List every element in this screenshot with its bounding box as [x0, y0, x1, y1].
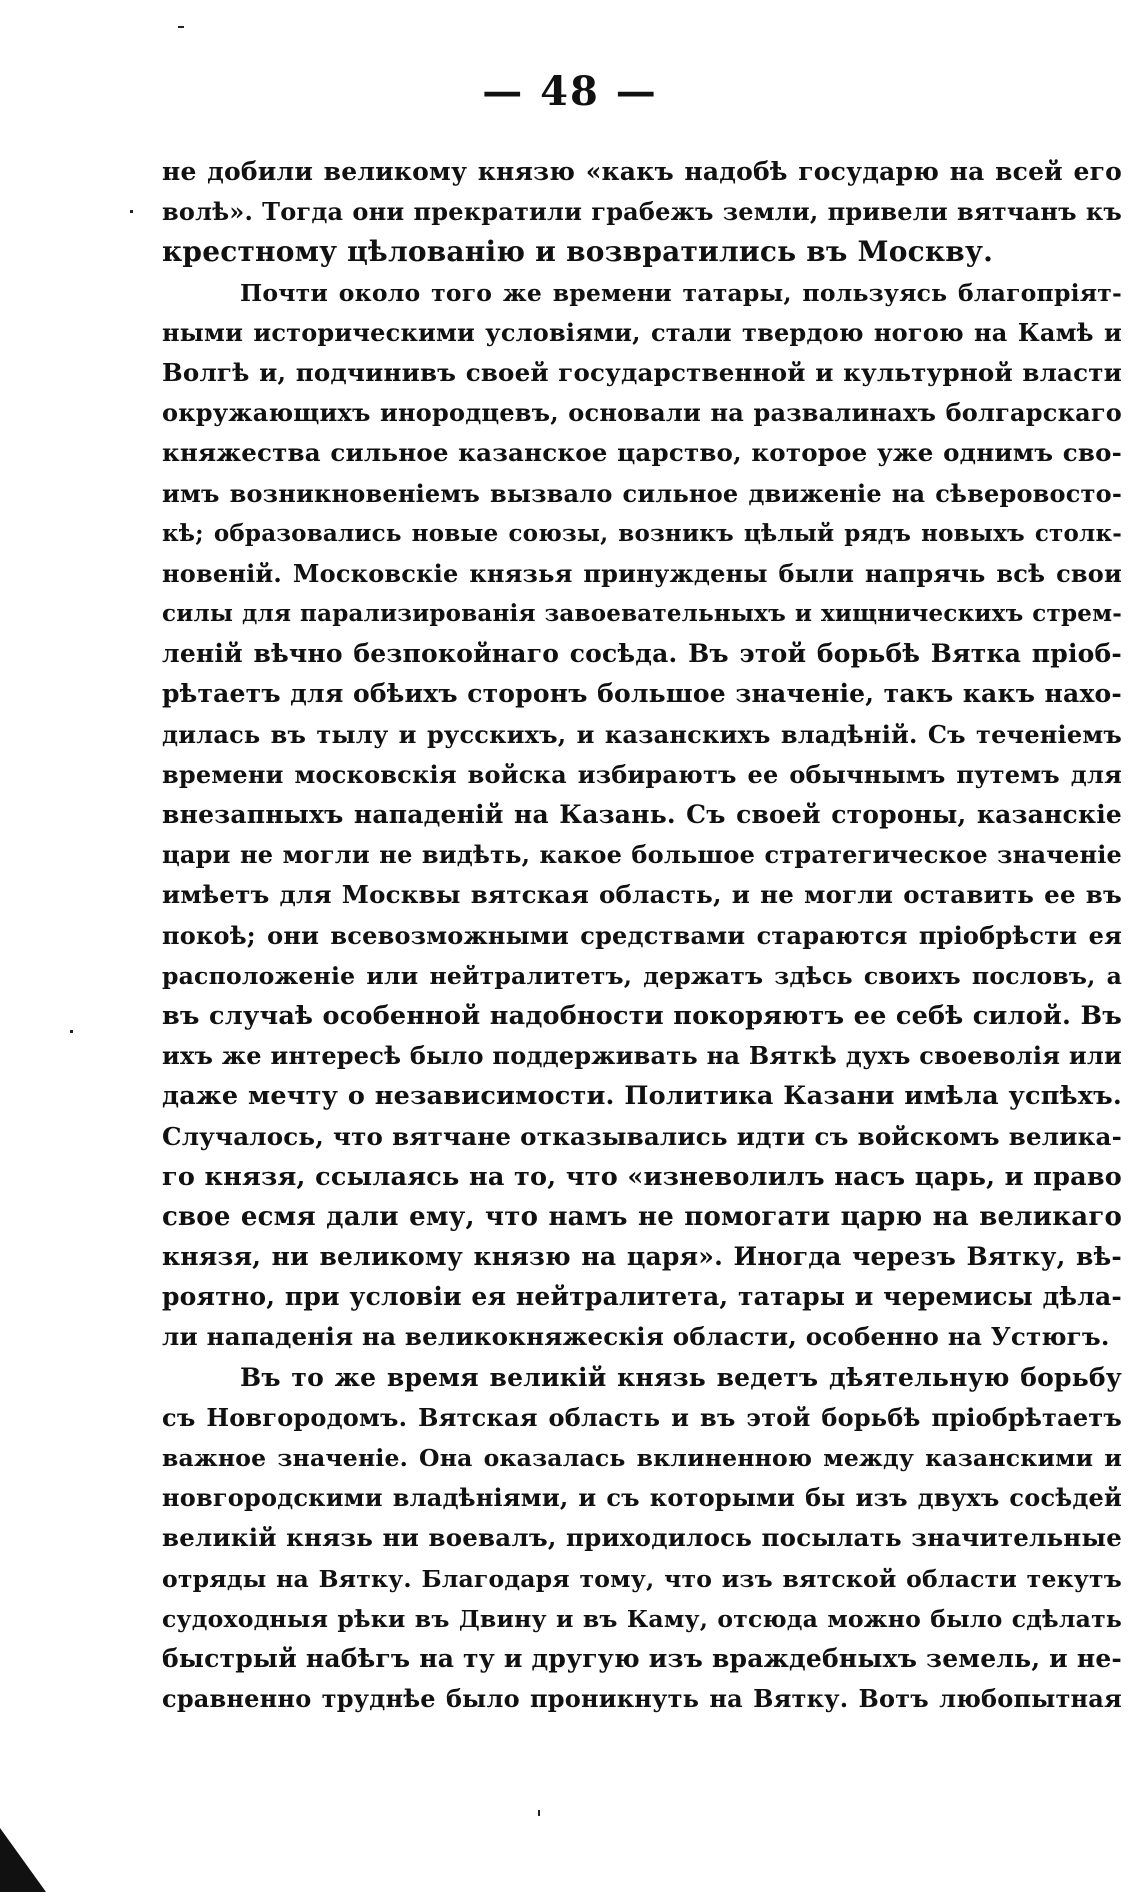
text-line: волѣ». Тогда они прекратили грабежъ земли, привели вятчанъ къ — [162, 197, 1122, 227]
text-line: покоѣ; они всевозможными средствами стараются пріобрѣсти ея — [162, 920, 1122, 950]
page-number: — 48 — — [482, 68, 658, 115]
text-line: го князя, ссылаясь на то, что «изневолилъ насъ царь, и право — [162, 1161, 1122, 1192]
text-line: быстрый набѣгъ на ту и другую изъ враждебныхъ земель, и не- — [162, 1643, 1122, 1673]
text-line: Случалось, что вятчане отказывались идти съ войскомъ велика- — [162, 1121, 1122, 1151]
text-line: леній вѣчно безпокойнаго сосѣда. Въ этой борьбѣ Вятка пріоб- — [162, 639, 1122, 669]
text-line: князя, ни великому князю на царя». Иногда черезъ Вятку, вѣ- — [162, 1242, 1122, 1272]
text-line: Волгѣ и, подчинивъ своей государственной и культурной власти — [162, 357, 1122, 387]
text-line: окружающихъ инородцевъ, основали на развалинахъ болгарскаго — [162, 398, 1122, 428]
text-line: отряды на Вятку. Благодаря тому, что изъ вятской области текутъ — [162, 1564, 1122, 1593]
body-text — [162, 152, 1122, 1719]
text-line: имѣетъ для Москвы вятская область, и не могли оставить ее въ — [162, 880, 1122, 910]
text-line: рѣтаетъ для обѣихъ сторонъ большое значеніе, такъ какъ нахо- — [162, 679, 1122, 709]
text-line: сравненно труднѣе было проникнуть на Вятку. Вотъ любопытная — [162, 1684, 1122, 1714]
paragraph-1 — [162, 152, 1122, 273]
scan-speck — [538, 1810, 540, 1816]
text-line: ихъ же интересѣ было поддерживать на Вяткѣ духъ своеволія или — [162, 1041, 1122, 1071]
text-line: судоходныя рѣки въ Двину и въ Каму, отсюда можно было сдѣлать — [162, 1604, 1122, 1633]
scan-speck — [178, 26, 184, 28]
text-line: въ случаѣ особенной надобности покоряютъ ее себѣ силой. Въ — [162, 1000, 1122, 1031]
text-line: княжества сильное казанское царство, которое уже однимъ сво- — [162, 438, 1122, 468]
text-line: роятно, при условіи ея нейтралитета, татары и черемисы дѣла- — [162, 1282, 1122, 1312]
text-line: времени московскія войска избираютъ ее обычнымъ путемъ для — [162, 759, 1122, 789]
paragraph-2 — [162, 273, 1122, 1358]
text-line: цари не могли не видѣть, какое большое стратегическое значеніе — [162, 840, 1122, 870]
text-line: внезапныхъ нападеній на Казань. Съ своей стороны, казанскіе — [162, 800, 1122, 829]
text-line: дилась въ тылу и русскихъ, и казанскихъ владѣній. Съ теченіемъ — [162, 719, 1122, 749]
text-line: новеній. Московскіе князья принуждены были напрячь всѣ свои — [162, 558, 1122, 588]
text-line: важное значеніе. Она оказалась вклиненною между казанскими и — [162, 1444, 1122, 1472]
text-line: расположеніе или нейтралитетъ, держатъ здѣсь своихъ пословъ, а — [162, 961, 1122, 990]
text-line: Въ то же время великій князь ведетъ дѣятельную борьбу — [240, 1362, 1122, 1392]
text-line: съ Новгородомъ. Вятская область и въ этой борьбѣ пріобрѣтаетъ — [162, 1402, 1122, 1432]
scan-speck — [70, 1030, 73, 1033]
text-line: великій князь ни воевалъ, приходилось посылать значительные — [162, 1523, 1122, 1553]
text-line: кѣ; образовались новые союзы, возникъ цѣлый рядъ новыхъ столк- — [162, 519, 1122, 547]
paragraph-3 — [162, 1358, 1122, 1720]
text-line: даже мечту о независимости. Политика Казани имѣла успѣхъ. — [162, 1081, 1122, 1112]
text-line: силы для парализированія завоевательныхъ и хищническихъ стрем- — [162, 600, 1122, 628]
text-line: Почти около того же времени татары, пользуясь благопріят- — [240, 278, 1122, 307]
text-line: крестному цѣлованію и возвратились въ Москву. — [162, 235, 994, 269]
text-line: ными историческими условіями, стали твердою ногою на Камѣ и — [162, 317, 1122, 347]
text-line: не добили великому князю «какъ надобѣ государю на всей его — [162, 157, 1122, 186]
corner-mark — [0, 1828, 46, 1892]
text-line: ли нападенія на великокняжескія области, особенно на Устюгъ. — [162, 1322, 1110, 1352]
text-line: свое есмя дали ему, что намъ не помогати царю на великаго — [162, 1201, 1122, 1232]
text-line: новгородскими владѣніями, и съ которыми бы изъ двухъ сосѣдей — [162, 1483, 1122, 1513]
text-line: имъ возникновеніемъ вызвало сильное движеніе на сѣверовосто- — [162, 478, 1122, 508]
scan-speck — [130, 210, 133, 213]
